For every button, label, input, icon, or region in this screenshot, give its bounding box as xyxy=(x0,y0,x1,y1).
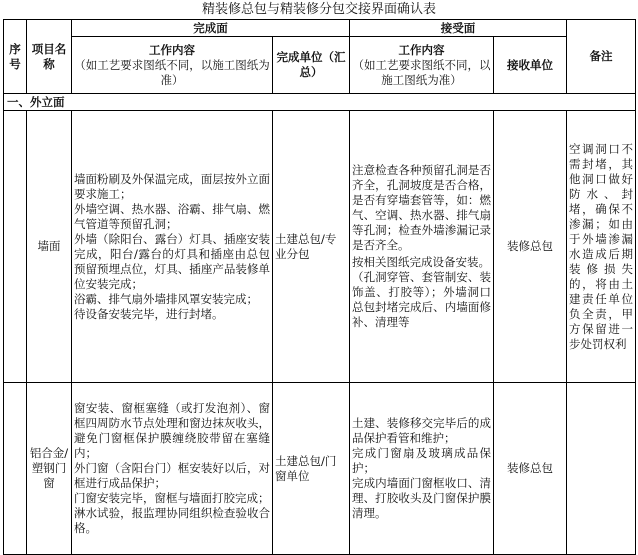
interface-table xyxy=(3,19,636,555)
row-receive-work-content: 土建、装修移交完毕后的成品保护看管和维护； 完成门窗扇及玻璃成品保护； 完成内墙面门窗框收口、清理、打胶收头及门窗保护膜清理。 xyxy=(350,383,494,555)
header-receive-unit: 接收单位 xyxy=(494,37,567,94)
header-receive-side: 接受面 xyxy=(350,20,567,37)
header-seq: 序号 xyxy=(4,20,27,94)
row-receive-unit: 装修总包 xyxy=(494,383,567,555)
row-receive-work-content xyxy=(350,111,494,383)
section-title: 一、外立面 xyxy=(4,94,636,111)
header-receive-work-content-note: （如工艺要求图纸不同，以施工图纸为准） xyxy=(352,57,491,87)
header-work-content-label: 工作内容 xyxy=(149,42,195,57)
row-remark xyxy=(567,383,636,555)
row-receive-check: 注意检查各种预留孔洞是否齐全，孔洞坡度是否合格，是否有穿墙套管等，如：燃气、空调、热水器、排气扇等孔洞；检查外墙渗漏记录是否齐全。 xyxy=(352,163,491,252)
row-work-content: 窗安装、窗框塞缝（或打发泡剂）、窗框四周防水节点处理和窗边抹灰收头，避免门窗框保护膜缠绕胶带留在塞缝内； 外门窗（含阳台门）框安装好以后，对框进行成品保护； 门窗安装完毕，窗框与墙面打胶完成； 淋水试验，报监理协同组织检查验收合格。 xyxy=(72,383,273,555)
table-row xyxy=(4,383,636,555)
header-complete-side: 完成面 xyxy=(72,20,350,37)
header-item-name: 项目名称 xyxy=(27,20,72,94)
page-title: 精装修总包与精装修分包交接界面确认表 xyxy=(201,2,436,17)
row-receive-unit: 装修总包 xyxy=(494,111,567,383)
header-remark: 备注 xyxy=(567,20,636,94)
row-complete-unit: 土建总包/专业分包 xyxy=(273,111,350,383)
row-remark: 空调洞口不需封堵，其他洞口做好防水、封堵，确保不渗漏；如由于外墙渗漏水造成后期装修损失的，将由土建责任单位负全责，甲方保留进一步处罚权利 xyxy=(567,111,636,383)
row-receive-install: 按相关图纸完成设备安装。 （孔洞穿管、套管制安、装饰盖、打胶等）；外墙洞口总包封堵完成后、内墙面修补、清理等 xyxy=(352,255,491,329)
header-receive-work-content xyxy=(350,37,494,94)
row-item: 铝合金/塑钢门窗 xyxy=(27,383,72,555)
row-seq xyxy=(4,111,27,383)
header-receive-work-content-label: 工作内容 xyxy=(398,42,445,57)
table-row xyxy=(4,111,636,383)
header-complete-unit: 完成单位（汇总） xyxy=(273,37,350,94)
row-seq xyxy=(4,383,27,555)
row-item: 墙面 xyxy=(27,111,72,383)
row-complete-unit: 土建总包/门窗单位 xyxy=(273,383,350,555)
header-work-content xyxy=(72,37,273,94)
header-work-content-note: （如工艺要求图纸不同，以施工图纸为准） xyxy=(74,57,270,87)
row-work-content: 墙面粉刷及外保温完成，面层按外立面要求施工； 外墙空调、热水器、浴霸、排气扇、燃气管道等预留孔洞； 外墙（除阳台、露台）灯具、插座安装完成，阳台/露台的灯具和插座由总包预留预埋点位，灯具、插座产品装修单位安装完成； 浴霸、排气扇外墙排风罩安装完成； 待设备安装完毕，进行封堵。 xyxy=(72,111,273,383)
